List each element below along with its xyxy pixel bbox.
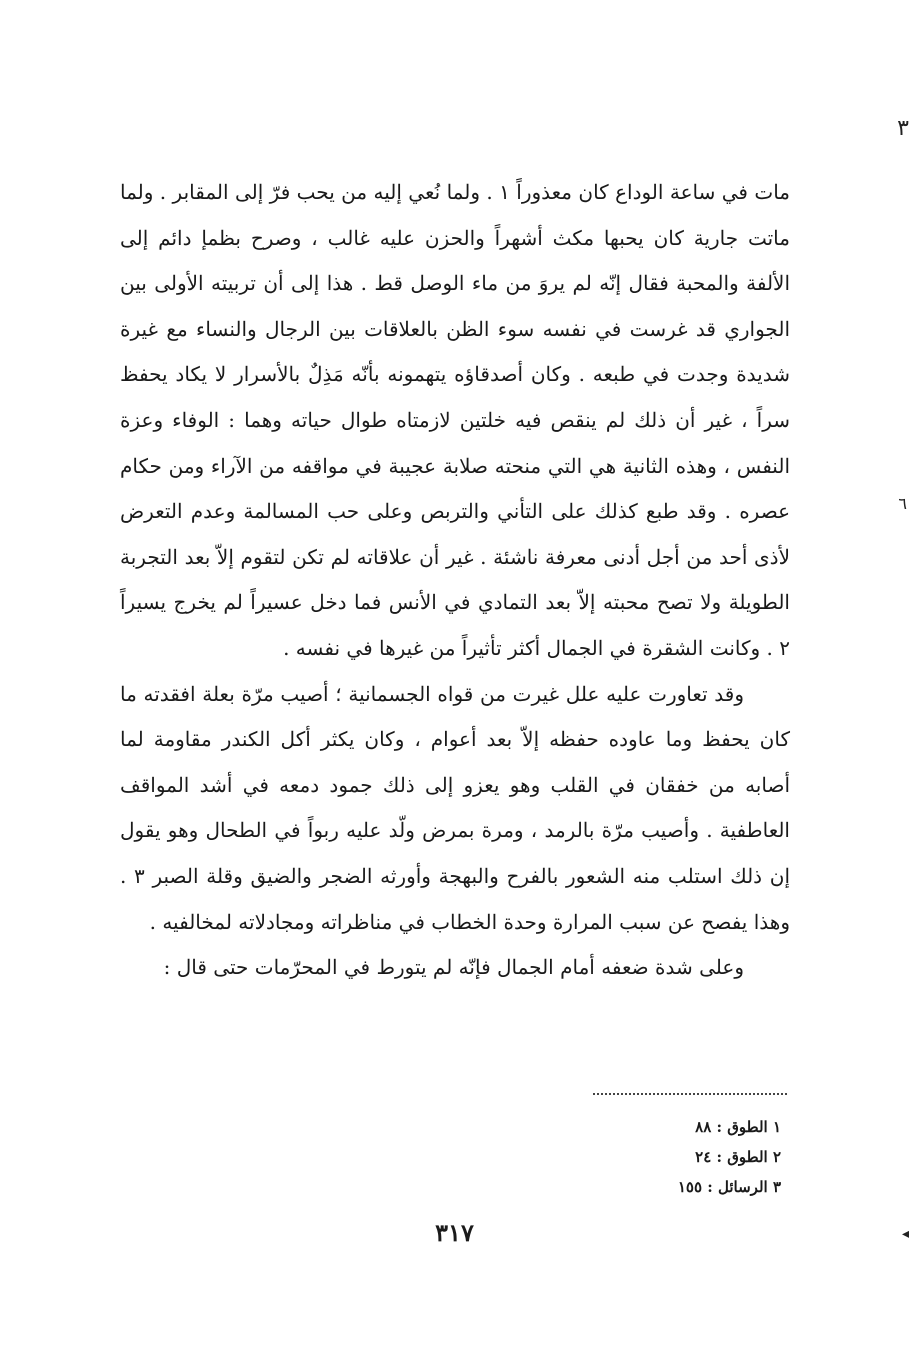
margin-mark-middle: ٦ [898,494,907,513]
footnote-2: ٢ الطوق : ٢٤ [695,1148,781,1166]
paragraph-2: وقد تعاورت عليه علل غيرت من قواه الجسمانية ؛ أصيب مرّة بعلة افقدته ما كان يحفظ وما عاوده حفظه إلاّ بعد أعوام ، وكان يكثر أكل الكندر مقاومة لما أصابه من خفقان في القلب وهو يعزو إلى ذلك جمود دمعه في أشد المواقف العاطفية . وأصيب مرّة بالرمد ، ومرة بمرض ولّد عليه ربواً في الطحال وهو يقول إن ذلك استلب منه الشعور بالفرح والبهجة وأورثه الضجر والضيق وقلة الصبر ٣ . وهذا يفصح عن سبب المرارة وحدة الخطاب في مناظراته ومجادلاته لمخالفيه . [120,681,790,934]
paragraph-3: وعلى شدة ضعفه أمام الجمال فإنّه لم يتورط في المحرّمات حتى قال : [163,955,744,980]
footnote-1: ١ الطوق : ٨٨ [695,1118,781,1136]
footnote-3: ٣ الرسائل : ١٥٥ [677,1178,781,1196]
paragraph-1: مات في ساعة الوداع كان معذوراً ١ . ولما نُعي إليه من يحب فرّ إلى المقابر . ولما ماتت جارية كان يحبها مكث أشهراً والحزن عليه غالب ، وصرح بظمإ دائم إلى الألفة والمحبة فقال إنّه لم يروَ من ماء الوصل قط . هذا إلى أن تربيته الأولى بين الجواري قد غرست في نفسه سوء الظن بالعلاقات بين الرجال والنساء مع غيرة شديدة وجدت في طبعه . وكان أصدقاؤه يتهمونه بأنّه مَذِلٌ بالأسرار لا يكاد يحفظ سراً ، غير أن ذلك لم ينقص فيه خلتين لازمتاه طوال حياته وهما : الوفاء وعزة النفس ، وهذه الثانية هي التي منحته صلابة عجيبة في مواقفه من الآراء ومن حكام عصره . وقد طبع كذلك على التأني والتربص وعلى حب المسالمة وعدم التعرض لأذى أحد من أجل أدنى معرفة ناشئة . غير أن علاقاته لم تكن لتقوم إلاّ بعد التجربة الطويلة ولا تصح محبته إلاّ بعد التمادي في الأنس فما دخل عسيراً لم يخرج يسيراً ٢ . وكانت الشقرة في الجمال أكثر تأثيراً من غيرها في نفسه . [120,180,791,660]
footnote-separator [593,1093,787,1095]
margin-mark-bottom: ◂ [901,1226,909,1242]
margin-mark-top: ٣ [897,116,909,141]
page-number: ٣١٧ [435,1218,474,1247]
body-text [120,170,790,991]
footnotes [541,1112,781,1202]
